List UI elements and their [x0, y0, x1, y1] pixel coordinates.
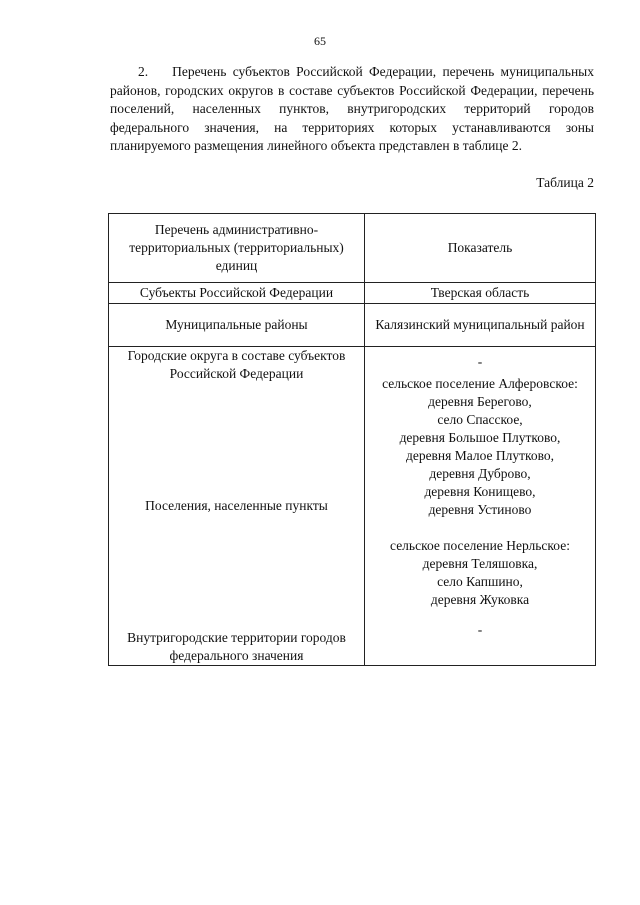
intro-paragraph: [110, 63, 594, 156]
merged-values-cell: [365, 347, 596, 666]
page-number: 65: [314, 34, 326, 48]
merged-labels-cell: [109, 347, 365, 666]
settlement-item: деревня Устиново: [428, 502, 532, 517]
territories-table: [108, 213, 596, 666]
settlement-group-title: сельское поселение Алферовское:: [382, 376, 578, 391]
row-value: Калязинский муниципальный район: [365, 304, 596, 347]
settlement-item: деревня Малое Плутково,: [405, 448, 555, 463]
label-intracity: Внутригородские территории городов федерального значения: [127, 630, 346, 663]
settlement-item: деревня Большое Плутково,: [399, 430, 561, 445]
settlement-item: деревня Конищево,: [424, 484, 536, 499]
settlement-group-title: сельское поселение Нерльское:: [390, 538, 570, 553]
settlement-item: село Спасское,: [437, 412, 523, 427]
table-header-row: [109, 214, 596, 283]
value-urban-districts: -: [477, 354, 483, 369]
row-value: Тверская область: [365, 283, 596, 304]
label-urban-districts: Городские округа в составе субъектов Российской Федерации: [127, 348, 346, 381]
label-settlements: Поселения, населенные пункты: [145, 498, 328, 513]
settlement-item: деревня Берегово,: [428, 394, 532, 409]
settlement-item: деревня Теляшовка,: [422, 556, 538, 571]
settlement-item: село Капшино,: [437, 574, 523, 589]
settlement-item: деревня Дуброво,: [429, 466, 531, 481]
header-cell-units: Перечень административно-территориальных (территориальных) единиц: [109, 214, 365, 283]
table-row: [109, 283, 596, 304]
paragraph-number: 2.: [138, 64, 149, 79]
table-row: [109, 304, 596, 347]
header-cell-indicator: Показатель: [365, 214, 596, 283]
settlement-group: [369, 537, 591, 609]
table-row-merged: [109, 347, 596, 666]
table-caption: Таблица 2: [536, 175, 594, 190]
paragraph-text: Перечень субъектов Российской Федерации, перечень муниципальных районов, городских округов в составе субъектов Российской Федерации, перечень поселений, населенных пунктов, внутригородских территорий городов федерального значения, на территориях которых устанавливаются зоны планируемого размещения линейного объекта представлен в таблице 2.: [110, 64, 594, 154]
value-intracity: -: [477, 622, 483, 637]
settlement-group: [369, 375, 591, 519]
settlement-item: деревня Жуковка: [430, 592, 530, 607]
row-label: Муниципальные районы: [109, 304, 365, 347]
row-label: Субъекты Российской Федерации: [109, 283, 365, 304]
